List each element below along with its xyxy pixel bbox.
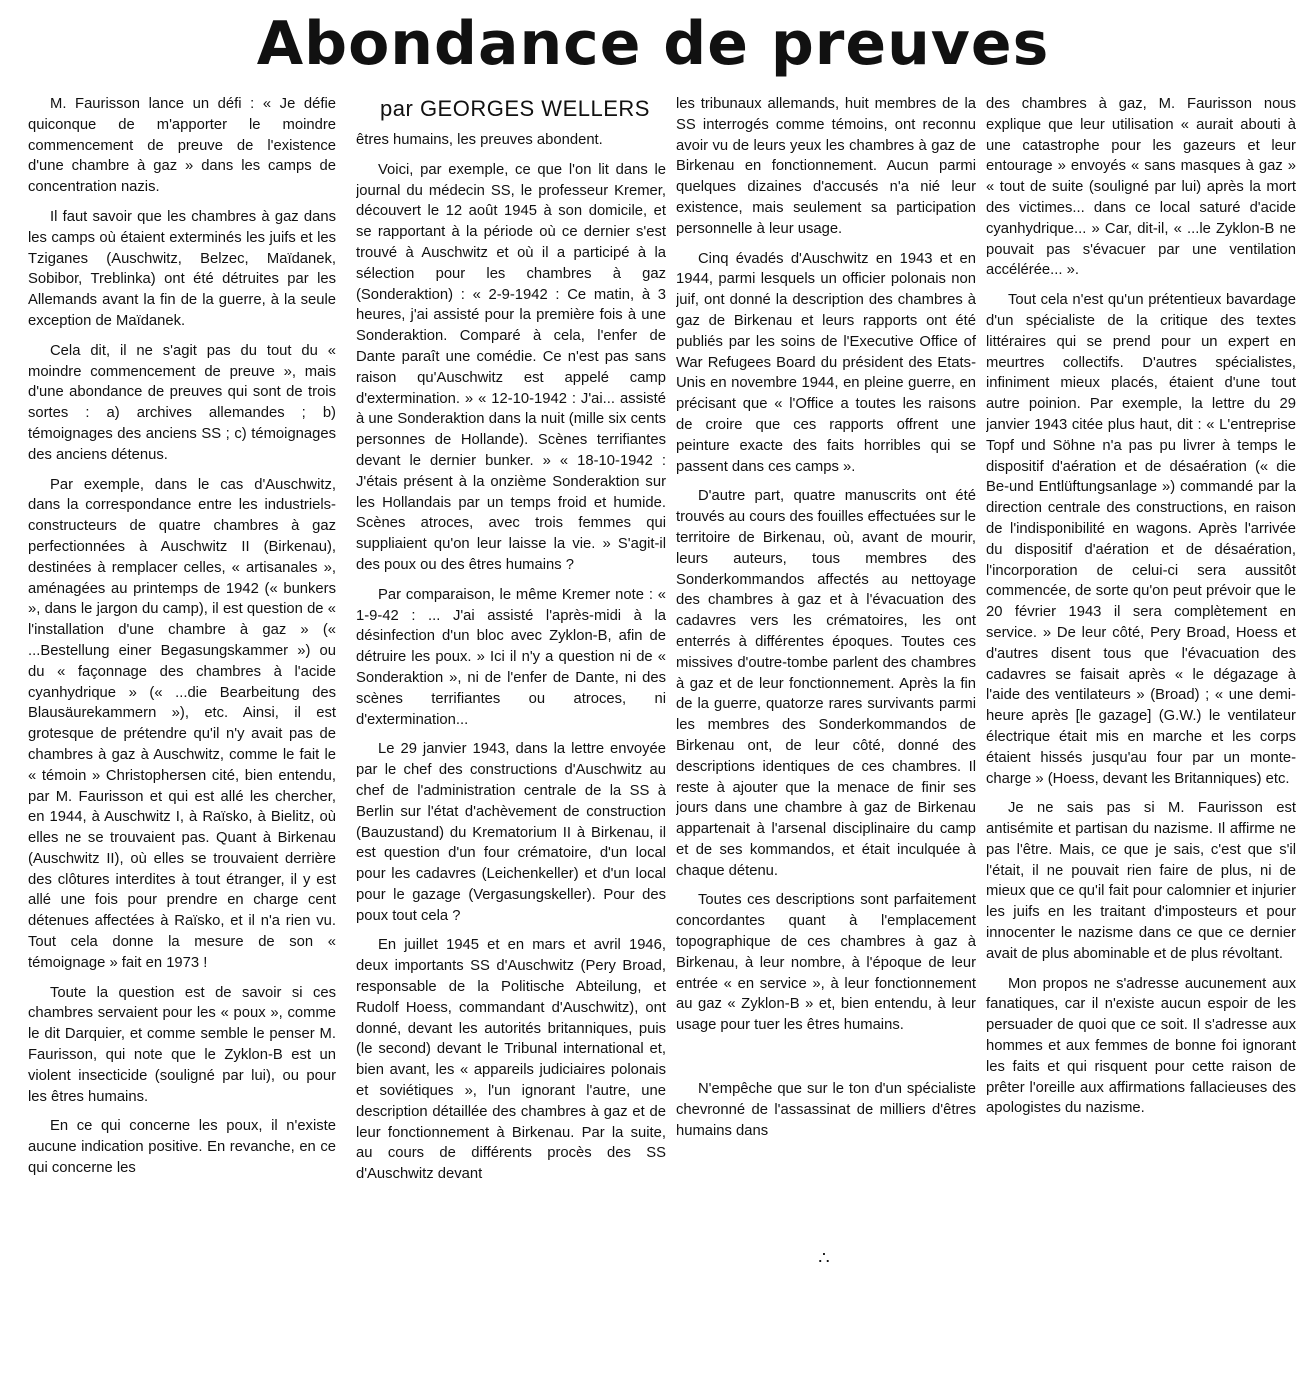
article-byline: par GEORGES WELLERS <box>380 96 650 121</box>
paragraph: D'autre part, quatre manuscrits ont été trouvés au cours des fouilles effectuées sur le territoire de Birkenau, où, avant de mourir, leurs auteurs, tous membres des Sonderkommandos affectés au nettoyage des chambres à gaz et à l'évacuation des cadavres vers les crématoires, les ont enterrés à différentes époques. Toutes ces missives d'outre-tombe parlent des chambres à gaz et de leur fonctionnement. Après la fin de la guerre, quatorze rares survivants parmi les membres des Sonderkommandos de Birkenau ont, de leur côté, donné des descriptions identiques de ces chambres. Il reste à ajouter que la menace de finir ses jours dans une chambre à gaz de Birkenau appartenait à l'arsenal disciplinaire du camp et de ses kommandos, et était inculquée à chaque détenu. <box>676 488 976 879</box>
paragraph: Mon propos ne s'adresse aucunement aux fanatiques, car il n'existe aucun espoir de les persuader de quoi que ce soit. Il s'adresse aux hommes et aux femmes de bonne foi ignorant les faits et qui risquent pour cette raison de prêter l'oreille aux affirmations fallacieuses des apologistes du nazisme. <box>986 975 1296 1117</box>
paragraph: Tout cela n'est qu'un prétentieux bavardage d'un spécialiste de la critique des textes littéraires qui se prend pour un expert en meurtres collectifs. D'autres spécialistes, infiniment mieux placés, étaient d'une tout autre poinion. Par exemple, la lettre du 29 janvier 1943 citée plus haut, dit : « L'entreprise Topf und Söhne n'a pas pu livrer à temps le dispositif d'aération et de désaération (« die Be-und Entlüftungsanlage ») commandé par la direction centrale des constructions, en raison de l'indisponibilité en wagons. Après l'arrivée du dispositif d'aération et de désaération, l'incorporation de celui-ci sera aussitôt commencée, de sorte qu'on peut prévoir que le 20 février 1943 il sera complètement en service. » De leur côté, Pery Broad, Hoess et d'autres disent tous que l'évacuation des cadavres se faisait après « le dégazage à l'aide des ventilateurs » (Broad) ; « une demi-heure après [le gazage] (G.W.) le ventilateur électrique était mis en marche et les corps étaient hissés jusqu'au four par un monte-charge » (Hoess, devant les Britanniques) etc. <box>986 292 1296 787</box>
paragraph: Cela dit, il ne s'agit pas du tout du « moindre commencement de preuve », mais d'une abondance de preuves qui sont de trois sortes : a) archives allemandes ; b) témoignages des anciens SS ; c) témoignages des anciens détenus. <box>28 342 336 463</box>
paragraph: Il faut savoir que les chambres à gaz dans les camps où étaient exterminés les juifs et les Tziganes (Auschwitz, Belzec, Maïdanek, Sobibor, Treblinka) ont été détruites par les Allemands avant la fin de la guerre, à la seule exception de Maïdanek. <box>28 208 336 329</box>
article-headline: Abondance de preuves <box>256 9 1050 79</box>
paragraph: Voici, par exemple, ce que l'on lit dans le journal du médecin SS, le professeur Kremer, découvert le 12 août 1945 à son domicile, et se rapportant à la période où ce dernier s'est trouvé à Auschwitz et où il a participé à la sélection pour les chambres à gaz (Sonderaktion) : « 2-9-1942 : Ce matin, à 3 heures, j'ai assisté pour la première fois à une Sonderaktion. Comparé à cela, l'enfer de Dante paraît une comédie. Ce n'est pas sans raison qu'Auschwitz est appelé camp d'extermination. » « 12-10-1942 : J'ai... assisté à une Sonderaktion dans la nuit (mille six cents personnes de Hollande). Scènes terrifiantes devant le dernier bunker. » « 18-10-1942 : J'étais présent à la onzième Sonderaktion sur les Hollandais par un temps froid et humide. Scènes atroces, avec trois femmes qui suppliaient qu'on leur laisse la vie. » S'agit-il des poux ou des êtres humains ? <box>356 161 666 573</box>
article-column-4 <box>986 94 1296 1374</box>
paragraph: Le 29 janvier 1943, dans la lettre envoyée par le chef des constructions d'Auschwitz au chef de l'administration centrale de la SS à Berlin sur l'état d'achèvement de construction (Bauzustand) du Krematorium II à Birkenau, il est question d'un four crématoire, d'un local pour les cadavres (Leichenkeller) et d'un local pour le gazage (Vergasungskeller). Pour des poux tout cela ? <box>356 741 666 924</box>
paragraph: Je ne sais pas si M. Faurisson est antisémite et partisan du nazisme. Il affirme ne pas l'être. Mais, ce que je sais, c'est que s'il l'était, il ne pouvait rien faire de plus, ni de mieux que ce qu'il fait pour calomnier et injurier les juifs en les traitant d'imposteurs et pour innocenter le nazisme dans ce que ce dernier avait de plus abominable et de plus révoltant. <box>986 800 1296 962</box>
paragraph: les tribunaux allemands, huit membres de la SS interrogés comme témoins, ont reconnu avoir vu de leurs yeux les chambres à gaz de Birkenau en fonctionnement. Aucun parmi quelques dizaines d'accusés n'a nié leur existence, mais seulement sa participation personnelle à leur usage. <box>676 96 976 237</box>
article-column-2 <box>356 130 666 1374</box>
paragraph: N'empêche que sur le ton d'un spécialiste chevronné de l'assassinat de milliers d'êtres humains dans <box>676 1081 976 1139</box>
section-separator-mark: ∴ <box>818 1248 830 1268</box>
paragraph: Toutes ces descriptions sont parfaitement concordantes quant à l'emplacement topographique de ces chambres à gaz à Birkenau, à leur nombre, à l'époque de leur entrée « en service », à leur fonctionnement au gaz « Zyklon-B » et, bien entendu, à leur usage pour tuer les êtres humains. <box>676 892 976 1034</box>
article-column-1 <box>28 94 336 1374</box>
paragraph: êtres humains, les preuves abondent. <box>356 132 603 148</box>
paragraph: Cinq évadés d'Auschwitz en 1943 et en 1944, parmi lesquels un officier polonais non juif, ont donné la description des chambres à gaz de Birkenau et leurs rapports ont été publiés par les soins de l'Executive Office of War Refugees Board du président des Etats-Unis en novembre 1944, en pleine guerre, en précisant que « l'Office a toutes les raisons de croire que ces rapports offrent une peinture exacte des faits horribles qui se passent dans ces camps ». <box>676 250 976 475</box>
paragraph: En ce qui concerne les poux, il n'existe aucune indication positive. En revanche, en ce qui concerne les <box>28 1118 336 1177</box>
article-column-3 <box>676 94 976 1374</box>
paragraph: Par exemple, dans le cas d'Auschwitz, dans la correspondance entre les industriels-constructeurs de quatre chambres à gaz perfectionnées à Auschwitz II (Birkenau), destinées à remplacer celles, « artisanales », aménagées au printemps de 1942 (« bunkers », dans le jargon du camp), il est question de « l'installation d'une chambre à gaz » (« ...Bestellung einer Begasungskammer ») ou du « façonnage des chambres à l'acide cyanhydrique » (« ...die Bearbeitung des Blausäurekammern »), etc. Ainsi, il est grotesque de prétendre qu'il n'y avait pas de chambres à gaz à Auschwitz, comme le fait le « témoin » Christophersen cité, bien entendu, par M. Faurisson et qui est allé les chercher, en 1944, à Auschwitz I, à Raïsko, à Bielitz, où elles ne se trouvaient pas. Quant à Birkenau (Auschwitz II), où elles se trouvaient derrière des clôtures interdites à tout étranger, il y est allé une fois pour prendre en charge cent détenues affectées à Raïsko, et il n'a rien vu. Tout cela donne la mesure de son « témoignage » fait en 1973 ! <box>28 476 336 971</box>
separator-space <box>676 1045 976 1079</box>
paragraph: Par comparaison, le même Kremer note : « 1-9-42 : ... J'ai assisté l'après-midi à la désinfection d'un bloc avec Zyklon-B, afin de détruire les poux. » Ici il n'y a question ni de « Sonderaktion », ni de l'enfer de Dante, ni des scènes terrifiantes ou atroces, ni d'extermination... <box>356 586 666 728</box>
paragraph: Toute la question est de savoir si ces chambres servaient pour les « poux », comme le dit Darquier, et comme semble le penser M. Faurisson, qui note que le Zyklon-B est un violent insecticide (souligné par lui), ou pour les êtres humains. <box>28 984 336 1105</box>
paragraph: M. Faurisson lance un défi : « Je défie quiconque de m'apporter le moindre commencement de preuve de l'existence d'une chambre à gaz » dans les camps de concentration nazis. <box>28 96 336 196</box>
paragraph: des chambres à gaz, M. Faurisson nous explique que leur utilisation « aurait abouti à une catastrophe pour les gazeurs et leur entourage » envoyés « sans masques à gaz » « tout de suite (souligné par lui) après la mort des victimes... dans ce local saturé d'acide cyanhydrique... » Car, dit-il, « ...le Zyklon-B ne pouvait pas s'évacuer par une ventilation accélérée... ». <box>986 96 1296 279</box>
paragraph: En juillet 1945 et en mars et avril 1946, deux importants SS d'Auschwitz (Pery Broad, responsable de la Politische Abteilung, et Rudolf Hoess, commandant d'Auschwitz), ont donné, devant les autorités britanniques, puis (le second) devant le Tribunal international et, bien avant, les « appareils judiciaires polonais et soviétiques », l'un ignorant l'autre, une description détaillée des chambres à gaz et de leur fonctionnement à Birkenau. Par la suite, au cours de différents procès des SS d'Auschwitz devant <box>356 937 666 1183</box>
